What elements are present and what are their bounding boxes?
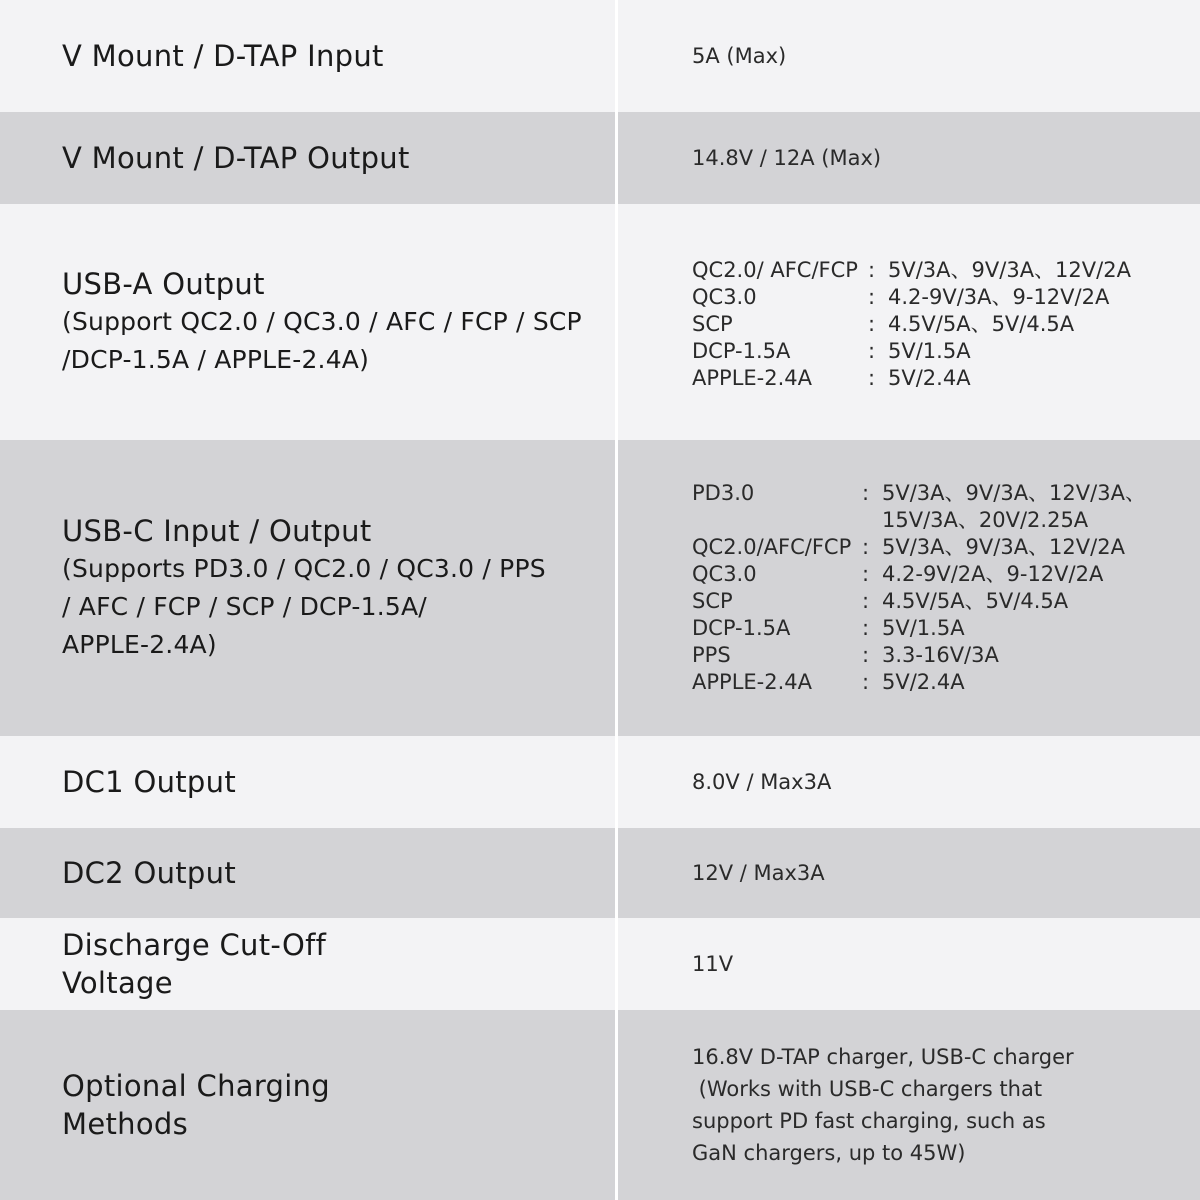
separator: : [868, 284, 876, 309]
spec-label-cell [0, 1010, 618, 1200]
protocol-name [692, 507, 862, 534]
spec-label: Methods [62, 1107, 188, 1141]
separator [862, 507, 882, 534]
separator: : [862, 643, 870, 667]
separator: : [862, 481, 870, 505]
spec-value-cell [618, 736, 1200, 828]
table-row [0, 440, 1200, 736]
protocol-value: 5V/3A、9V/3A、12V/2A [888, 257, 1131, 282]
spec-label: USB-C Input / Output [62, 514, 372, 548]
spec-label: USB-A Output [62, 267, 265, 301]
protocol-name: DCP-1.5A [692, 616, 791, 640]
spec-value-cell [618, 204, 1200, 440]
spec-value-cell [618, 1010, 1200, 1200]
protocol-name: APPLE-2.4A [692, 365, 813, 390]
spec-label: Discharge Cut-Off [62, 928, 327, 962]
separator: : [862, 616, 870, 640]
table-row [0, 204, 1200, 440]
spec-value-cell [618, 0, 1200, 112]
spec-label-note: / AFC / FCP / SCP / DCP-1.5A/ [62, 592, 427, 621]
spec-line [692, 615, 1180, 642]
spec-label: Voltage [62, 966, 173, 1000]
separator: : [862, 589, 870, 613]
protocol-value: 4.5V/5A、5V/4.5A [888, 311, 1075, 336]
spec-label-note: (Supports PD3.0 / QC2.0 / QC3.0 / PPS [62, 554, 546, 583]
spec-label: DC2 Output [62, 856, 236, 890]
protocol-value: 15V/3A、20V/2.25A [882, 508, 1089, 532]
protocol-name: PD3.0 [692, 481, 755, 505]
spec-line [692, 338, 1180, 365]
table-row [0, 918, 1200, 1010]
spec-value-line: GaN chargers, up to 45W) [692, 1141, 966, 1165]
spec-line [692, 588, 1180, 615]
spec-label-cell [0, 736, 618, 828]
spec-label-note: (Support QC2.0 / QC3.0 / AFC / FCP / SCP [62, 307, 582, 336]
spec-label: DC1 Output [62, 765, 236, 799]
spec-label-cell [0, 0, 618, 112]
spec-label-note: /DCP-1.5A / APPLE-2.4A) [62, 345, 370, 374]
separator: : [868, 338, 876, 363]
separator: : [868, 257, 876, 282]
spec-value-cell [618, 112, 1200, 204]
protocol-value: 5V/1.5A [888, 338, 971, 363]
spec-line [692, 642, 1180, 669]
table-row [0, 112, 1200, 204]
protocol-value: 5V/3A、9V/3A、12V/2A [882, 535, 1125, 559]
protocol-value: 5V/2.4A [888, 365, 971, 390]
spec-label-cell [0, 112, 618, 204]
spec-line [692, 257, 1180, 284]
spec-line [692, 507, 1180, 534]
protocol-value: 4.5V/5A、5V/4.5A [882, 589, 1069, 613]
spec-value-line: support PD fast charging, such as [692, 1109, 1046, 1133]
protocol-value: 3.3-16V/3A [882, 643, 999, 667]
protocol-value: 5V/1.5A [882, 616, 965, 640]
spec-value-line: 16.8V D-TAP charger, USB-C charger [692, 1045, 1074, 1069]
spec-value-cell [618, 440, 1200, 736]
spec-line [692, 365, 1180, 392]
spec-line [692, 284, 1180, 311]
spec-label: V Mount / D-TAP Output [62, 141, 410, 175]
spec-label-cell [0, 440, 618, 736]
protocol-name: SCP [692, 311, 733, 336]
protocol-name: DCP-1.5A [692, 338, 791, 363]
protocol-name: SCP [692, 589, 733, 613]
protocol-name: APPLE-2.4A [692, 670, 813, 694]
spec-value-cell [618, 918, 1200, 1010]
spec-value: 12V / Max3A [692, 860, 825, 885]
spec-value: 14.8V / 12A (Max) [692, 145, 882, 170]
spec-line [692, 534, 1180, 561]
separator: : [862, 535, 870, 559]
protocol-name: PPS [692, 643, 731, 667]
spec-label-cell [0, 204, 618, 440]
protocol-value: 4.2-9V/2A、9-12V/2A [882, 562, 1104, 586]
table-row [0, 828, 1200, 918]
spec-label-note: APPLE-2.4A) [62, 630, 217, 659]
table-row [0, 736, 1200, 828]
spec-line [692, 480, 1180, 507]
separator: : [868, 311, 876, 336]
spec-value: 5A (Max) [692, 43, 787, 68]
spec-line [692, 669, 1180, 696]
spec-value: 8.0V / Max3A [692, 769, 832, 794]
spec-line [692, 561, 1180, 588]
protocol-name: QC3.0 [692, 284, 757, 309]
table-row [0, 1010, 1200, 1200]
separator: : [862, 562, 870, 586]
protocol-name: QC2.0/ AFC/FCP [692, 257, 858, 282]
spec-line [692, 311, 1180, 338]
protocol-value: 5V/3A、9V/3A、12V/3A、 [882, 481, 1146, 505]
separator: : [862, 670, 870, 694]
spec-label: V Mount / D-TAP Input [62, 39, 384, 73]
spec-value: 11V [692, 951, 734, 976]
separator: : [868, 365, 876, 390]
spec-label-cell [0, 918, 618, 1010]
protocol-name: QC2.0/AFC/FCP [692, 535, 852, 559]
protocol-name: QC3.0 [692, 562, 757, 586]
spec-label-cell [0, 828, 618, 918]
protocol-value: 4.2-9V/3A、9-12V/2A [888, 284, 1110, 309]
spec-label: Optional Charging [62, 1069, 330, 1103]
spec-value-cell [618, 828, 1200, 918]
table-row [0, 0, 1200, 112]
spec-value-line: (Works with USB-C chargers that [692, 1077, 1043, 1101]
protocol-value: 5V/2.4A [882, 670, 965, 694]
